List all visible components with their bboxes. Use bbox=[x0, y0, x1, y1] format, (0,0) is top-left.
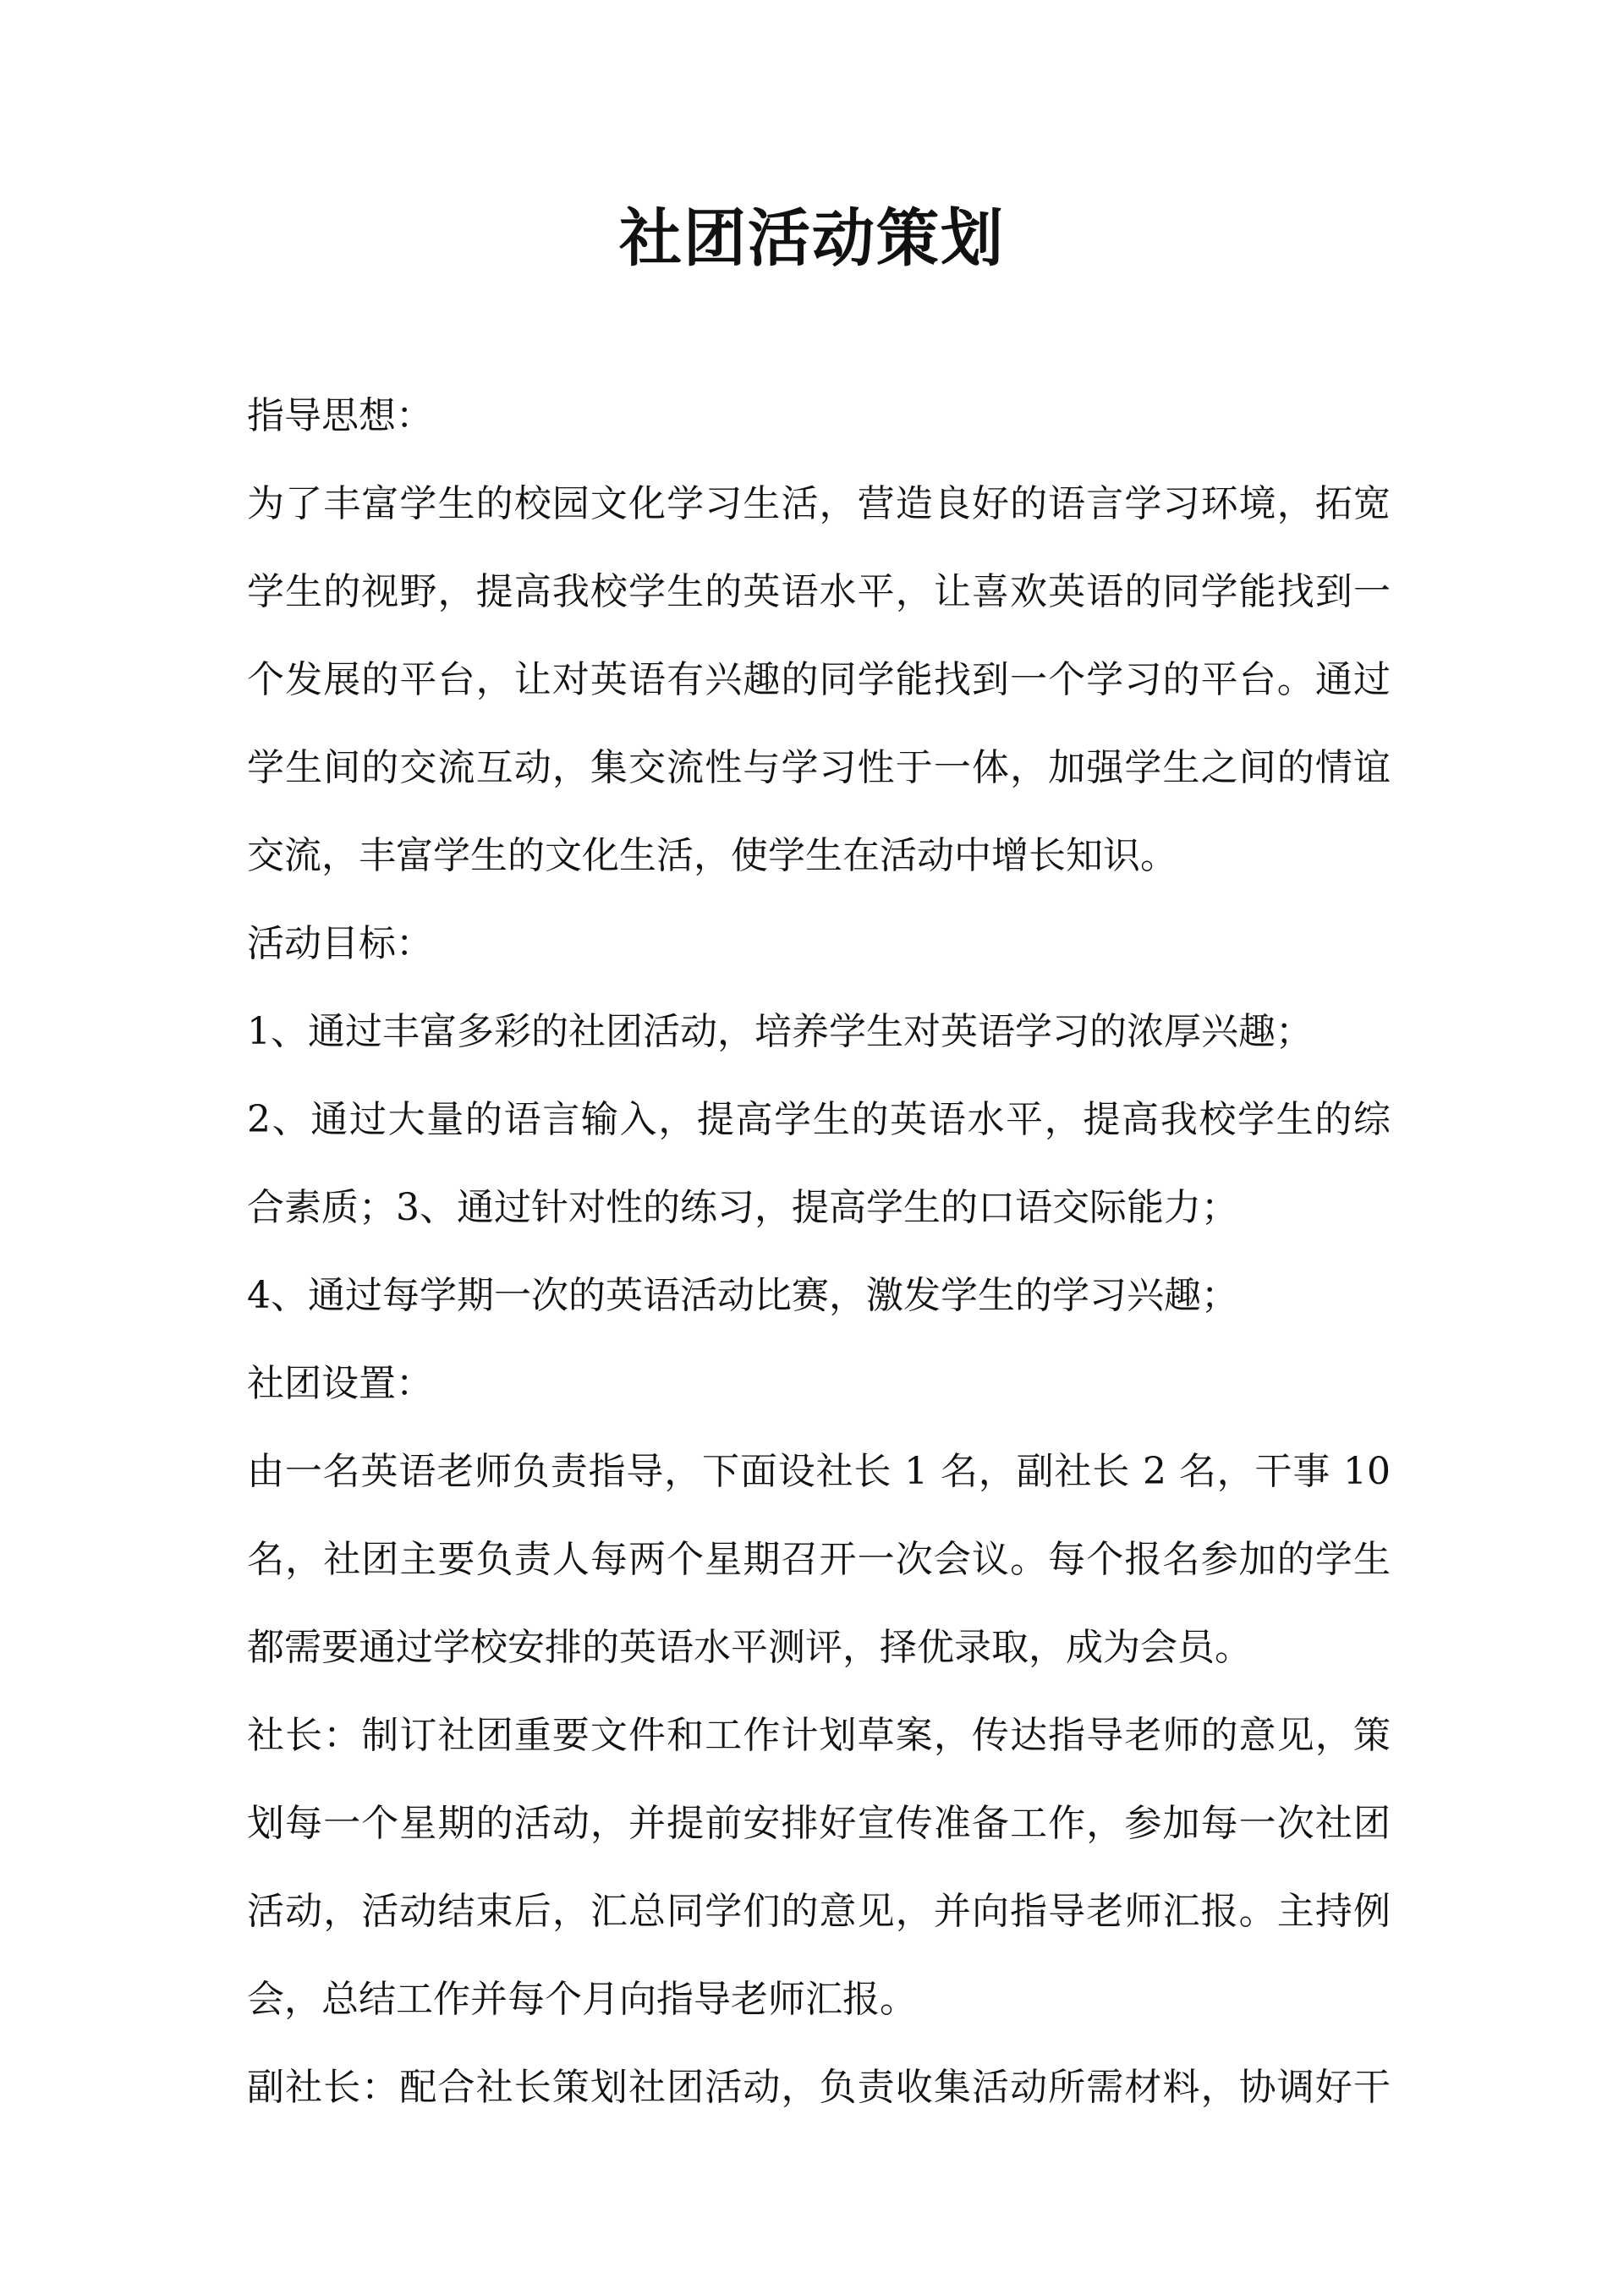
paragraph-line: 交流，丰富学生的文化生活，使学生在活动中增长知识。 bbox=[247, 834, 1177, 877]
paragraph-line: 会，总结工作并每个月向指导老师汇报。 bbox=[247, 1978, 917, 2021]
section-heading-guiding-ideology: 指导思想： bbox=[247, 394, 433, 437]
document-body bbox=[247, 372, 1391, 2132]
document-title: 社团活动策划 bbox=[619, 202, 1005, 275]
paragraph-line: 名，社团主要负责人每两个星期召开一次会议。每个报名参加的学生 bbox=[247, 1538, 1391, 1581]
goal-item: 1、通过丰富多彩的社团活动，培养学生对英语学习的浓厚兴趣； bbox=[247, 1010, 1313, 1053]
paragraph-line: 学生间的交流互动，集交流性与学习性于一体，加强学生之间的情谊 bbox=[247, 746, 1391, 789]
goal-item: 2、通过大量的语言输入，提高学生的英语水平，提高我校学生的综 bbox=[247, 1098, 1391, 1141]
role-description-president: 社长：制订社团重要文件和工作计划草案，传达指导老师的意见，策 bbox=[247, 1714, 1391, 1757]
paragraph-line: 为了丰富学生的校园文化学习生活，营造良好的语言学习环境，拓宽 bbox=[247, 482, 1391, 525]
goal-item: 4、通过每学期一次的英语活动比赛，激发学生的学习兴趣； bbox=[247, 1274, 1238, 1317]
section-heading-activity-goals: 活动目标： bbox=[247, 922, 433, 965]
role-description-vice-president: 副社长：配合社长策划社团活动，负责收集活动所需材料，协调好干 bbox=[247, 2066, 1391, 2109]
paragraph-line: 活动，活动结束后，汇总同学们的意见，并向指导老师汇报。主持例 bbox=[247, 1890, 1391, 1933]
paragraph-line: 个发展的平台，让对英语有兴趣的同学能找到一个学习的平台。通过 bbox=[247, 658, 1391, 701]
paragraph-line: 都需要通过学校安排的英语水平测评，择优录取，成为会员。 bbox=[247, 1626, 1252, 1669]
goal-item: 合素质；3、通过针对性的练习，提高学生的口语交际能力； bbox=[247, 1186, 1238, 1229]
paragraph-line: 划每一个星期的活动，并提前安排好宣传准备工作，参加每一次社团 bbox=[247, 1802, 1391, 1845]
paragraph-line: 学生的视野，提高我校学生的英语水平，让喜欢英语的同学能找到一 bbox=[247, 570, 1391, 613]
paragraph-line: 由一名英语老师负责指导，下面设社长 1 名，副社长 2 名，干事 10 bbox=[247, 1450, 1391, 1493]
section-heading-club-setup: 社团设置： bbox=[247, 1362, 433, 1405]
